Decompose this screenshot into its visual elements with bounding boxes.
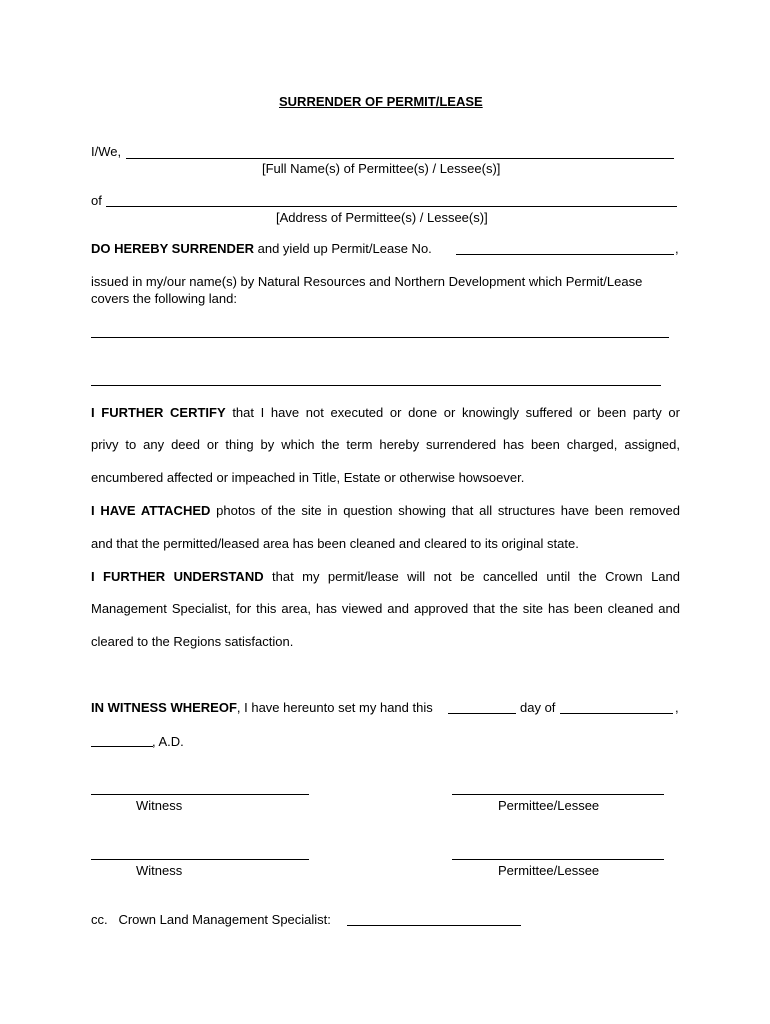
understand-line-2: Management Specialist, for this area, has viewed and approved that the site has been cleaned and: [91, 601, 680, 616]
surrender-clause: [91, 241, 432, 256]
attached-line-2: and that the permitted/leased area has been cleaned and cleared to its original state.: [91, 536, 579, 551]
permittee-signature-line-1[interactable]: [452, 794, 664, 795]
full-name-caption: [Full Name(s) of Permittee(s) / Lessee(s)]: [262, 161, 501, 176]
day-of-label: day of: [520, 700, 556, 715]
permittee-label-2: Permittee/Lessee: [498, 863, 600, 878]
of-label: of: [91, 193, 102, 208]
address-caption: [Address of Permittee(s) / Lessee(s)]: [276, 210, 488, 225]
understand-line-3: cleared to the Regions satisfaction.: [91, 634, 294, 649]
permittee-label-1: Permittee/Lessee: [498, 798, 600, 813]
land-description-line-2[interactable]: [91, 385, 661, 386]
certify-bold: I FURTHER CERTIFY: [91, 405, 226, 420]
witness-signature-line-2[interactable]: [91, 859, 309, 860]
certify-line-1: [91, 405, 680, 420]
issued-line-2: covers the following land:: [91, 291, 237, 306]
witness-label-1: Witness: [136, 798, 183, 813]
ad-label: , A.D.: [152, 734, 184, 749]
cc-label: cc. Crown Land Management Specialist:: [91, 912, 331, 927]
surrender-bold: DO HEREBY SURRENDER: [91, 241, 255, 256]
iwe-label: I/We,: [91, 144, 122, 159]
understand-bold: I FURTHER UNDERSTAND: [91, 569, 264, 584]
address-field[interactable]: [106, 206, 677, 207]
witness-clause-text: , I have hereunto set my hand this: [236, 700, 433, 715]
surrender-text: and yield up Permit/Lease No.: [254, 241, 432, 256]
understand-line-1-text: that my permit/lease will not be cancelled until the Crown Land: [263, 569, 681, 584]
certify-line-3: encumbered affected or impeached in Title, Estate or otherwise howsoever.: [91, 470, 525, 485]
certify-line-1-text: that I have not executed or done or knowingly suffered or been party or: [225, 405, 680, 420]
year-field[interactable]: [91, 746, 153, 747]
witness-clause-comma: ,: [675, 700, 679, 715]
understand-line-1: [91, 569, 680, 584]
specialist-field[interactable]: [347, 925, 521, 926]
land-description-line-1[interactable]: [91, 337, 669, 338]
witness-label-2: Witness: [136, 863, 183, 878]
permit-number-field[interactable]: [456, 254, 674, 255]
witness-clause: [91, 700, 433, 715]
month-field[interactable]: [560, 713, 673, 714]
attached-bold: I HAVE ATTACHED: [91, 503, 211, 518]
permittee-signature-line-2[interactable]: [452, 859, 664, 860]
attached-line-1-text: photos of the site in question showing that all structures have been removed: [210, 503, 680, 518]
day-field[interactable]: [448, 713, 516, 714]
witness-clause-bold: IN WITNESS WHEREOF: [91, 700, 237, 715]
full-name-field[interactable]: [126, 158, 674, 159]
attached-line-1: [91, 503, 680, 518]
surrender-comma: ,: [675, 241, 679, 256]
document-title: SURRENDER OF PERMIT/LEASE: [279, 94, 483, 109]
certify-line-2: privy to any deed or thing by which the term hereby surrendered has been charged, assigned,: [91, 437, 680, 452]
issued-line-1: issued in my/our name(s) by Natural Resources and Northern Development which Permit/Lease: [91, 274, 643, 289]
witness-signature-line-1[interactable]: [91, 794, 309, 795]
